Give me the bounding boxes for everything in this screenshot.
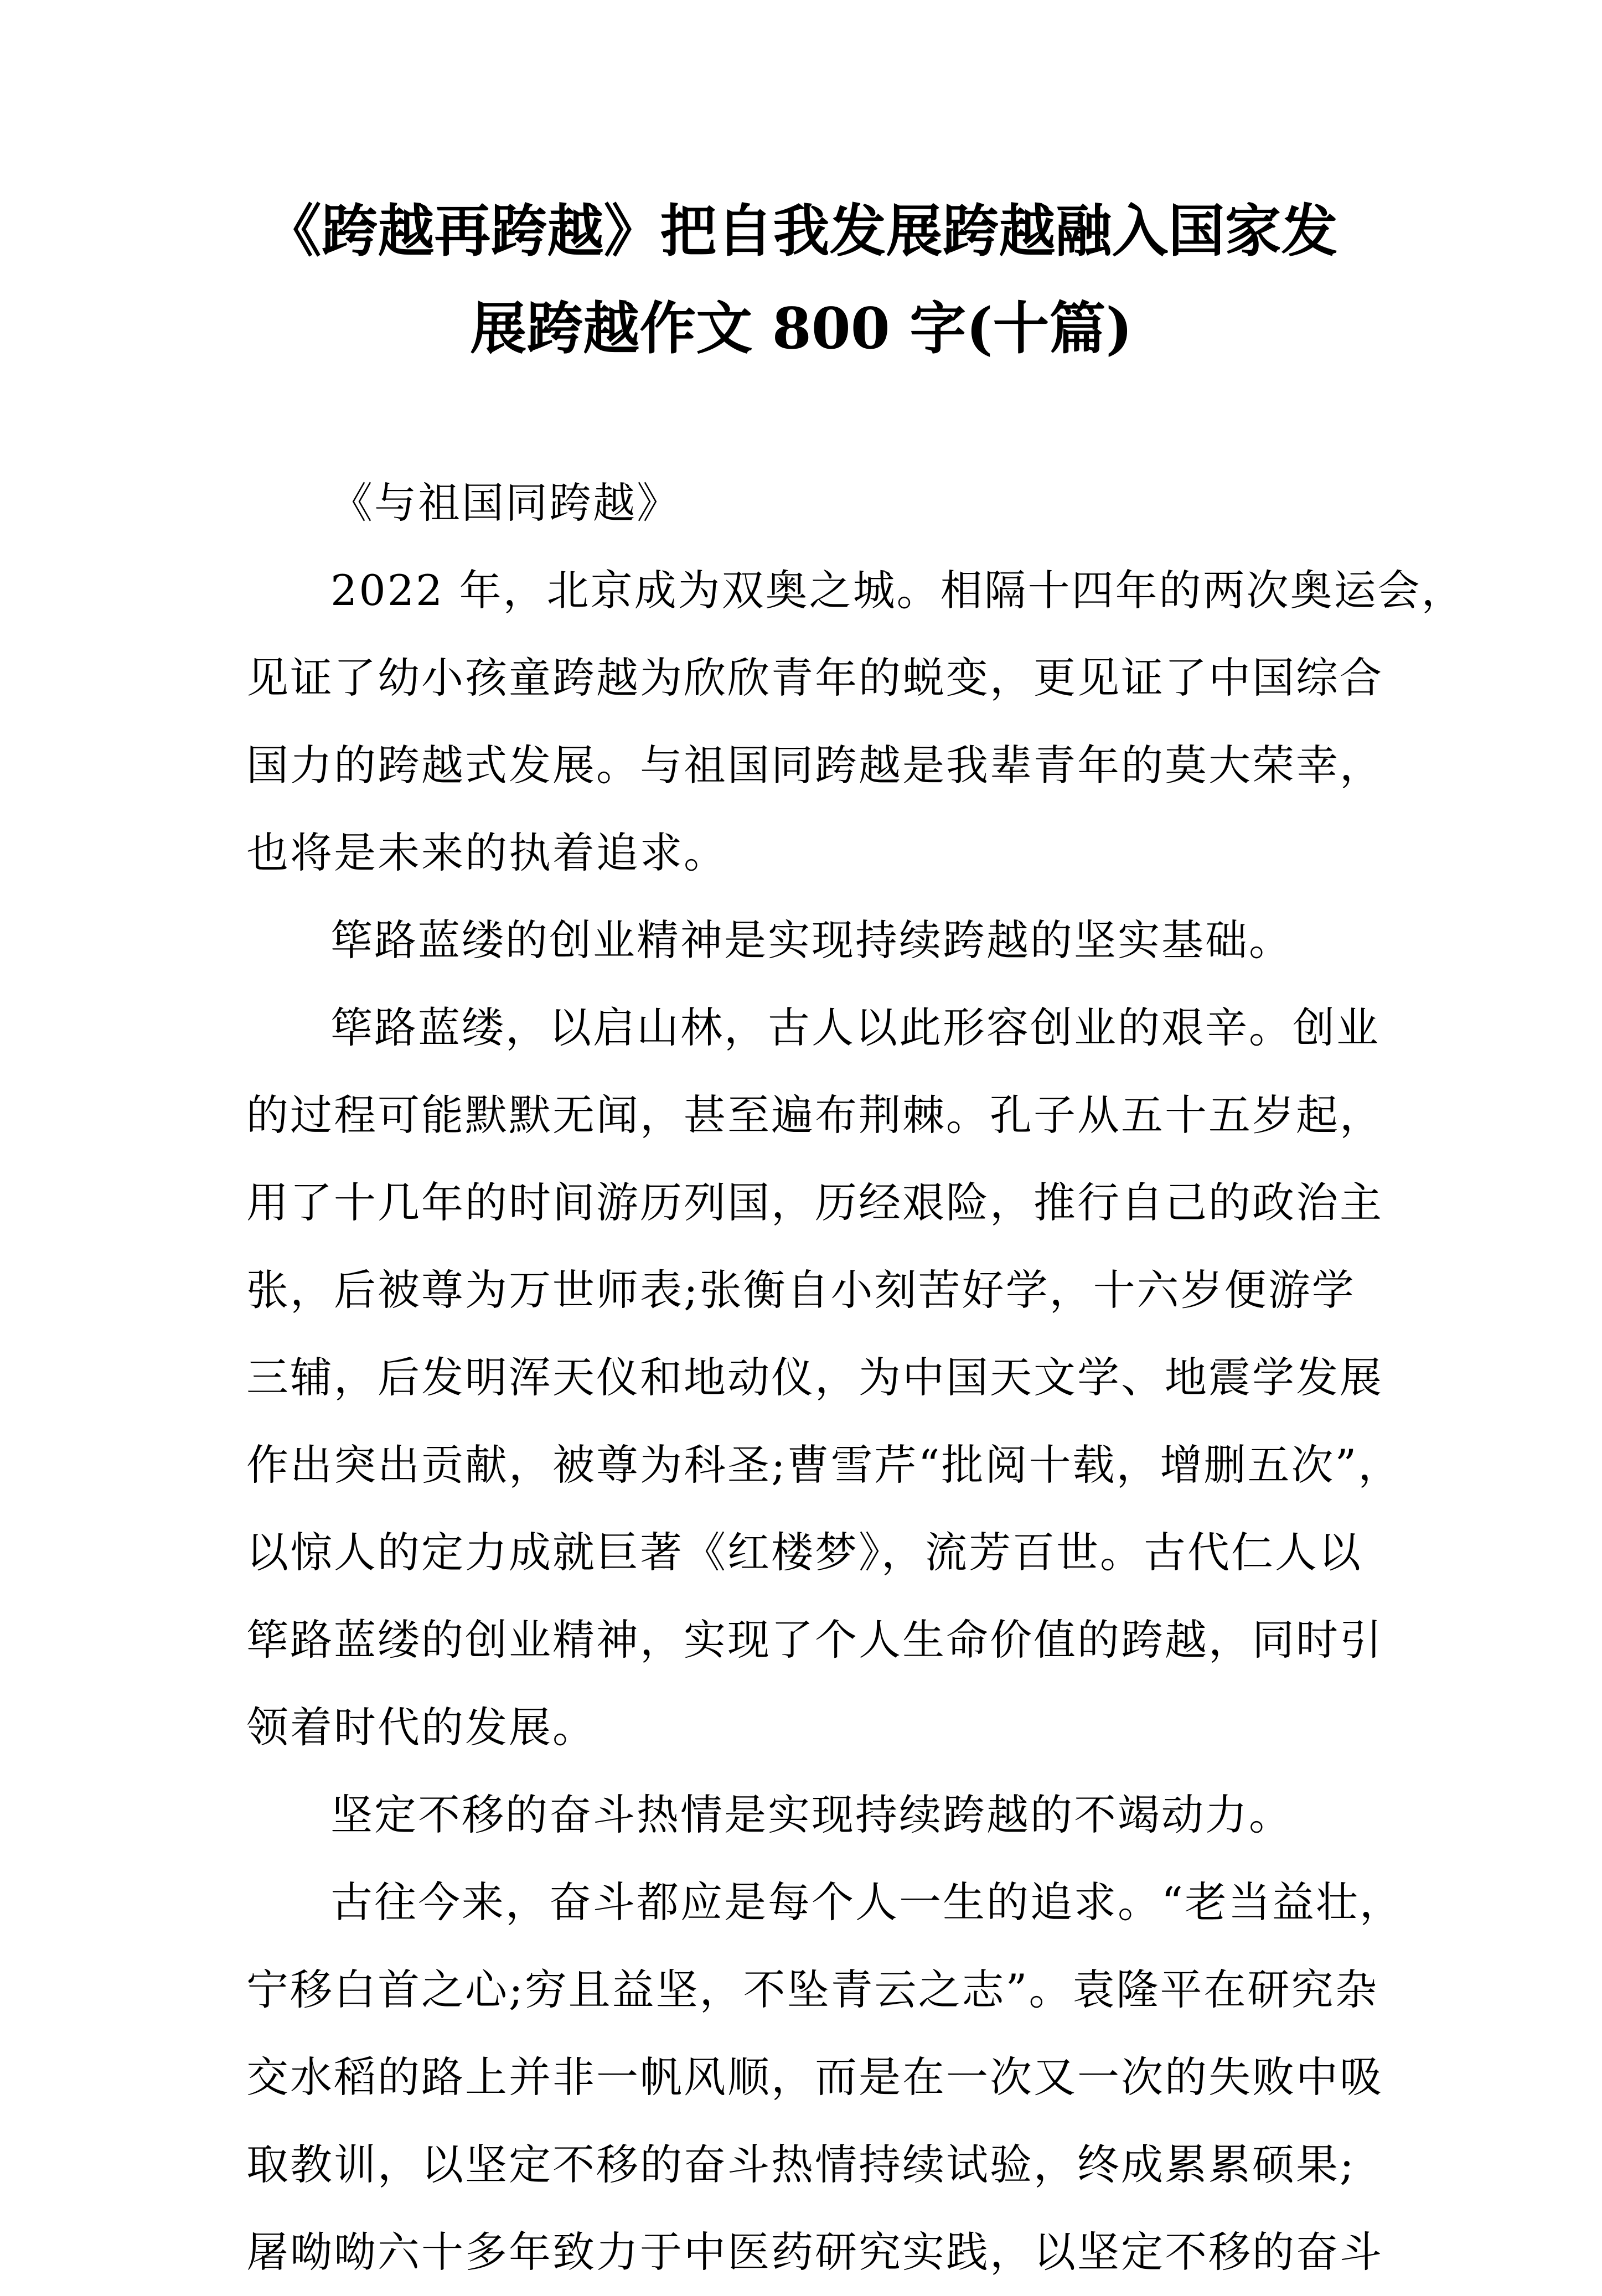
body-line: 坚定不移的奋斗热情是实现持续跨越的不竭动力。: [330, 1790, 1293, 1839]
body-line: 作出突出贡献，被尊为科圣;曹雪芹“批阅十载，增删五次”，: [246, 1440, 1402, 1490]
body-line: 的过程可能默默无闻，甚至遍布荆棘。孔子从五十五岁起，: [246, 1090, 1383, 1140]
document-title: [210, 183, 1392, 378]
body-line: 也将是未来的执着追求。: [246, 828, 727, 877]
body-line: 领着时代的发展。: [246, 1703, 596, 1752]
body-line: 古往今来，奋斗都应是每个人一生的追求。“老当益壮，: [330, 1878, 1403, 1927]
body-line: 国力的跨越式发展。与祖国同跨越是我辈青年的莫大荣幸，: [246, 741, 1383, 790]
body-line: 以惊人的定力成就巨著《红楼梦》，流芳百世。古代仁人以: [246, 1528, 1362, 1577]
body-line: 交水稻的路上并非一帆风顺，而是在一次又一次的失败中吸: [246, 2052, 1383, 2102]
body-line: 筚路蓝缕的创业精神，实现了个人生命价值的跨越，同时引: [246, 1615, 1383, 1664]
body-line: 筚路蓝缕，以启山林，古人以此形容创业的艰辛。创业: [330, 1003, 1380, 1052]
body-line: 屠呦呦六十多年致力于中医药研究实践，以坚定不移的奋斗: [246, 2227, 1383, 2277]
body-line: 《与祖国同跨越》: [330, 478, 680, 528]
body-line: 筚路蓝缕的创业精神是实现持续跨越的坚实基础。: [330, 916, 1293, 965]
body-line: 取教训，以坚定不移的奋斗热情持续试验，终成累累硕果;: [246, 2140, 1356, 2189]
body-line: 用了十几年的时间游历列国，历经艰险，推行自己的政治主: [246, 1178, 1383, 1227]
title-line-1: 《跨越再跨越》把自我发展跨越融入国家发: [265, 198, 1338, 265]
body-line: 2022 年，北京成为双奥之城。相隔十四年的两次奥运会，: [330, 566, 1465, 615]
body-line: 见证了幼小孩童跨越为欣欣青年的蜕变，更见证了中国综合: [246, 653, 1383, 702]
body-line: 宁移白首之心;穷且益坚，不坠青云之志”。袁隆平在研究杂: [246, 1965, 1379, 2014]
body-line: 张，后被尊为万世师表;张衡自小刻苦好学，十六岁便游学: [246, 1265, 1356, 1315]
title-line-2: 展跨越作文 800 字(十篇): [470, 296, 1133, 362]
document-body: [246, 459, 1465, 2296]
body-line: 三辅，后发明浑天仪和地动仪，为中国天文学、地震学发展: [246, 1353, 1383, 1402]
